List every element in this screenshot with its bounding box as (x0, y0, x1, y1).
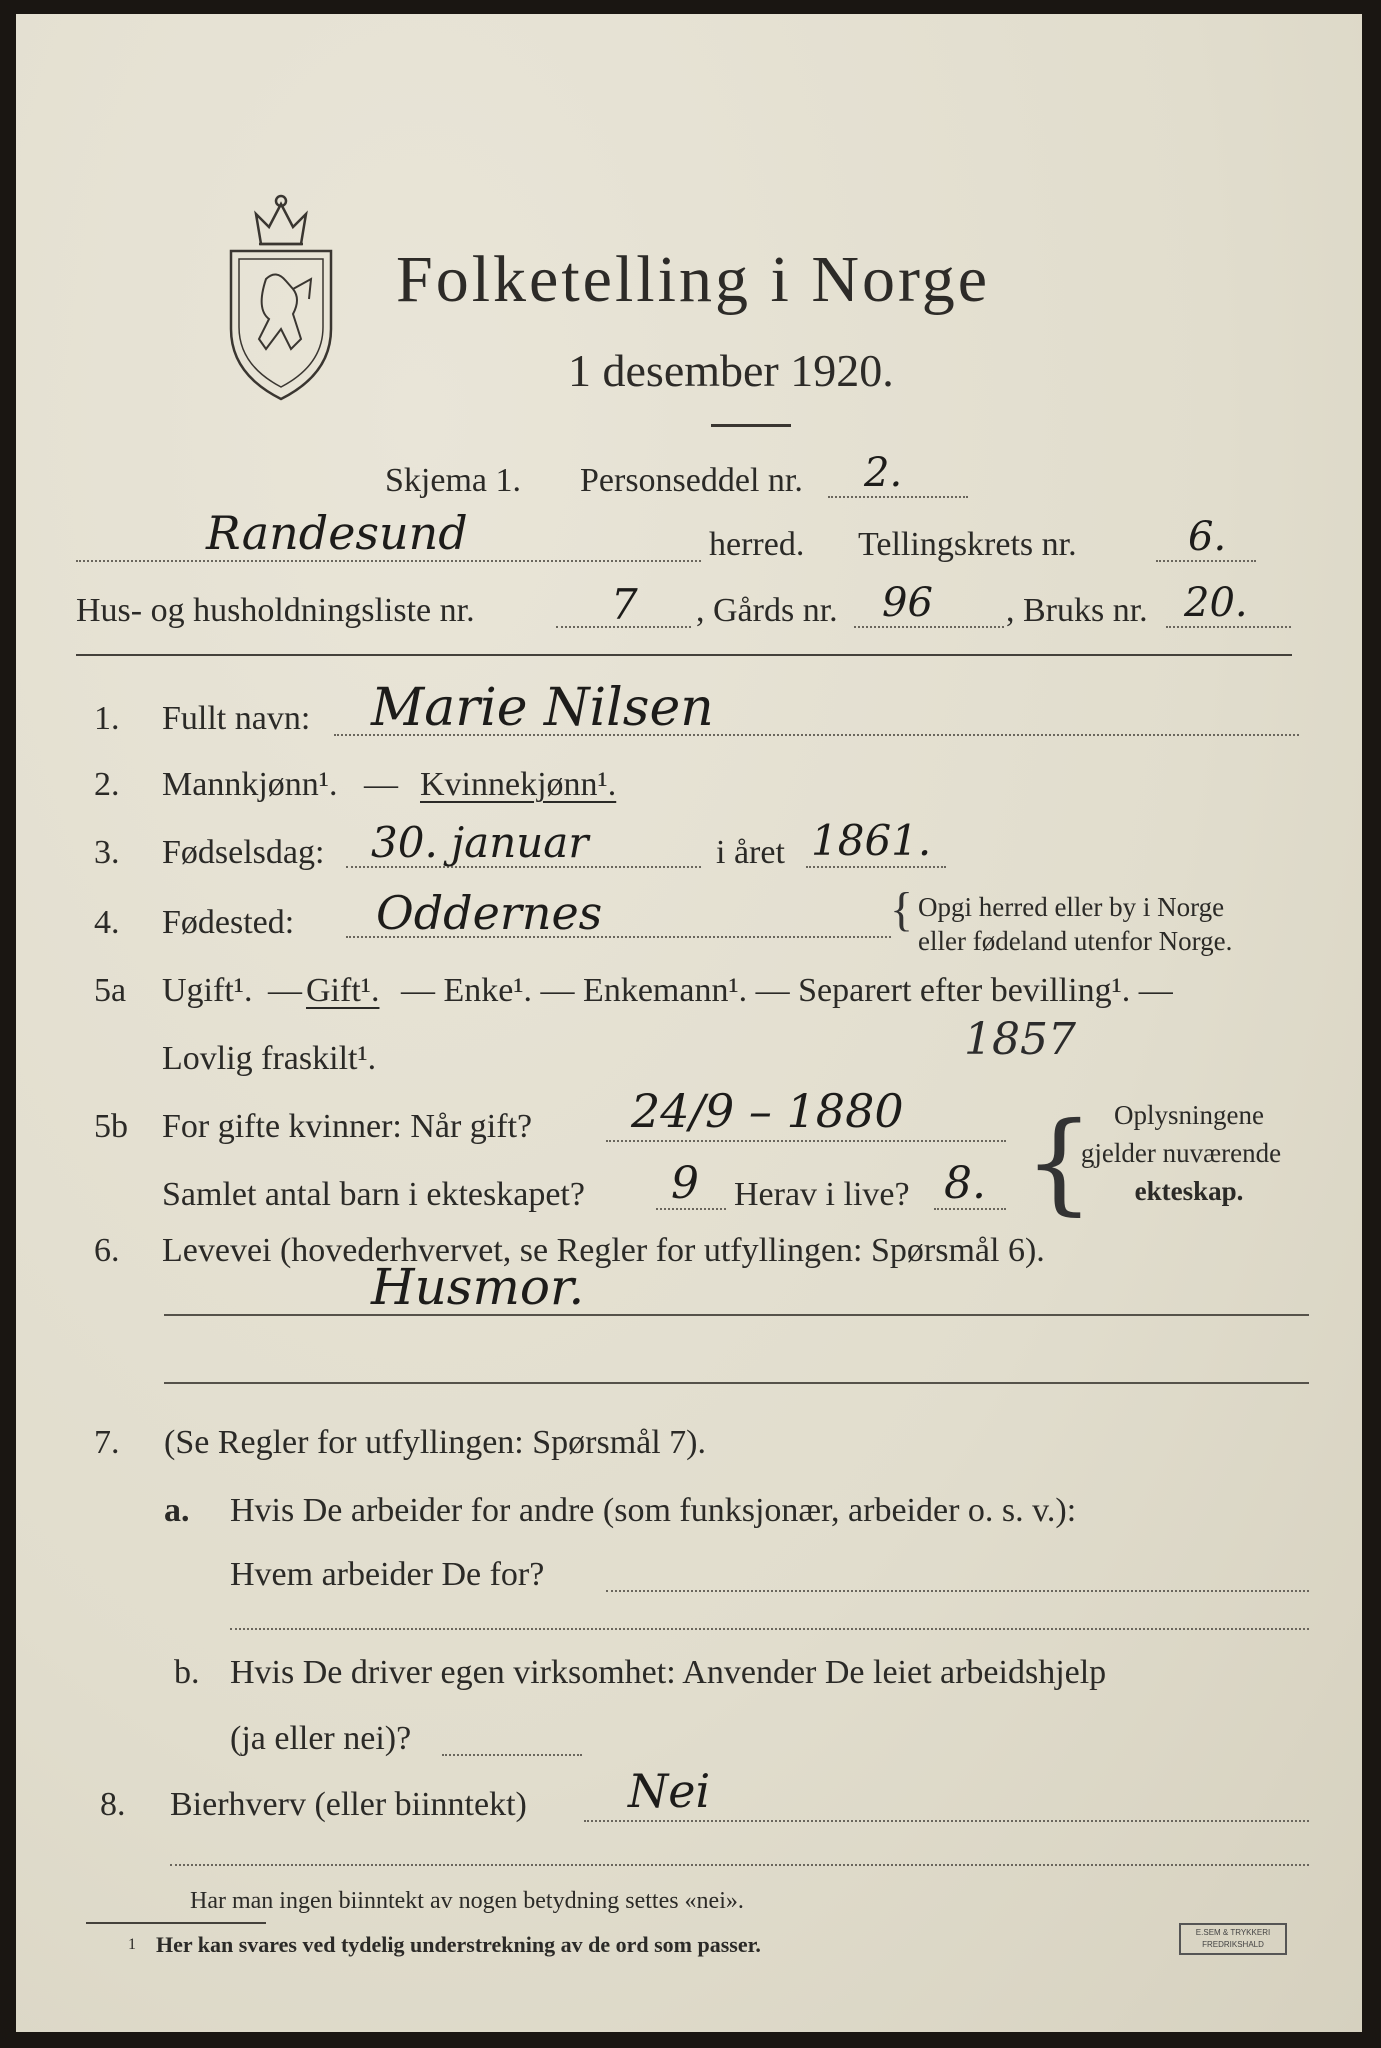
tellingskrets-value: 6. (1188, 514, 1227, 560)
q6-label: Levevei (hovederhvervet, se Regler for utfyllingen: Spørsmål 6). (162, 1232, 1045, 1269)
q3-year-line (806, 866, 946, 868)
occupation-value: Husmor. (371, 1258, 585, 1316)
q8-line-2 (170, 1864, 1309, 1866)
schema-label: Skjema 1. (385, 462, 521, 499)
hus-value: 7 (611, 580, 638, 629)
footer-note: Har man ingen biinntekt av nogen betydning settes «nei». (190, 1888, 744, 1914)
q3-year-label: i året (716, 834, 785, 871)
q6-number: 6. (94, 1232, 120, 1269)
gards-line (854, 626, 1004, 628)
q4-note-1: Opgi herred eller by i Norge (918, 892, 1225, 922)
q3-number: 3. (94, 834, 120, 871)
tellingskrets-line (1156, 560, 1256, 562)
gards-value: 96 (882, 580, 933, 626)
herred-label: herred. (709, 526, 805, 563)
q3-label: Fødselsdag: (162, 834, 325, 871)
children-living-value: 8. (944, 1158, 986, 1209)
q8-label: Bierhverv (eller biinntekt) (170, 1786, 527, 1823)
q5a-lovlig-fraskilt: Lovlig fraskilt¹. (162, 1040, 377, 1077)
q4-number: 4. (94, 904, 120, 941)
q7-label: (Se Regler for utfyllingen: Spørsmål 7). (164, 1424, 707, 1461)
q2-number: 2. (94, 766, 120, 803)
q7b-letter: b. (174, 1654, 200, 1691)
q5b-note-2: gjelder nuværende (1080, 1138, 1282, 1168)
q5a-dash: — (268, 972, 302, 1009)
q5b-living-label: Herav i live? (734, 1176, 910, 1213)
stamp-line-2: FREDRIKSHALD (1202, 1940, 1264, 1949)
stamp-line-1: E.SEM & TRYKKERI (1195, 1928, 1271, 1937)
printer-stamp (1179, 1923, 1287, 1955)
q5b-note-1: Oplysningene (1114, 1100, 1264, 1130)
q7b-question: (ja eller nei)? (230, 1720, 412, 1757)
q7a-line-2 (230, 1628, 1309, 1630)
q8-line-1 (584, 1820, 1309, 1822)
personseddel-line (828, 496, 968, 498)
q7b-line (442, 1754, 582, 1756)
q4-brace: { (890, 883, 914, 936)
tellingskrets-label: Tellingskrets nr. (858, 526, 1077, 563)
personseddel-value: 2. (864, 450, 903, 496)
q7b-text: Hvis De driver egen virksomhet: Anvender De leiet arbeidshjelp (230, 1654, 1107, 1691)
q5a-ugift: Ugift¹. (162, 972, 253, 1009)
q6-line-1 (164, 1314, 1309, 1316)
census-form-sheet (16, 14, 1362, 2032)
q7a-letter: a. (164, 1492, 190, 1529)
personseddel-label: Personseddel nr. (580, 462, 803, 499)
q7a-line-1 (606, 1590, 1309, 1592)
q6-line-2 (164, 1382, 1309, 1384)
side-income-value: Nei (628, 1764, 711, 1818)
header-separator (76, 654, 1292, 656)
bruks-label: , Bruks nr. (1006, 592, 1148, 629)
q5b-marriage-label: For gifte kvinner: Når gift? (162, 1108, 533, 1145)
bruks-value: 20. (1184, 580, 1248, 626)
footnote-text: Her kan svares ved tydelig understrekning av de ord som passer. (156, 1932, 761, 1957)
q5b-note-3: ekteskap. (1134, 1176, 1244, 1206)
q5a-number: 5a (94, 972, 127, 1009)
herred-line (76, 560, 701, 562)
q1-number: 1. (94, 700, 120, 737)
q7a-question: Hvem arbeider De for? (230, 1556, 545, 1593)
q5a-annotation: 1857 (964, 1014, 1076, 1065)
q5a-gift-selected: Gift¹. (306, 972, 380, 1009)
q7a-text: Hvis De arbeider for andre (som funksjonær, arbeider o. s. v.): (230, 1492, 1077, 1529)
birthday-value: 30. januar (371, 818, 589, 867)
q7-number: 7. (94, 1424, 120, 1461)
q5b-number: 5b (94, 1108, 128, 1145)
children-total-value: 9 (671, 1158, 699, 1209)
herred-value: Randesund (206, 506, 468, 560)
q4-label: Fødested: (162, 904, 295, 941)
q5a-other-options: — Enke¹. — Enkemann¹. — Separert efter bevilling¹. — (401, 972, 1173, 1009)
footnote-rule (86, 1922, 266, 1924)
bleed-through-text (536, 122, 543, 152)
q5b-children-label: Samlet antal barn i ekteskapet? (162, 1176, 585, 1213)
q2-kvinnekjonn-selected: Kvinnekjønn¹. (420, 766, 617, 803)
footnote-marker: 1 (128, 1936, 136, 1953)
q2-mannkjonn: Mannkjønn¹. (162, 766, 338, 803)
full-name-value: Marie Nilsen (371, 678, 714, 738)
q5b-marriage-line (606, 1140, 1006, 1142)
gards-label: , Gårds nr. (696, 592, 838, 629)
page-title: Folketelling i Norge (396, 243, 991, 316)
marriage-date-value: 24/9 – 1880 (631, 1084, 904, 1138)
birthplace-value: Oddernes (376, 886, 603, 940)
birth-year-value: 1861. (811, 816, 932, 865)
q8-number: 8. (100, 1786, 126, 1823)
bruks-line (1166, 626, 1291, 628)
q4-note-2: eller fødeland utenfor Norge. (918, 926, 1233, 956)
title-divider (711, 424, 791, 427)
q5b-brace: { (1024, 1098, 1094, 1226)
census-date: 1 desember 1920. (568, 345, 894, 396)
q2-dash: — (364, 766, 398, 803)
norway-coat-of-arms-icon (221, 189, 341, 404)
q1-label: Fullt navn: (162, 700, 311, 737)
hus-label: Hus- og husholdningsliste nr. (76, 592, 475, 629)
